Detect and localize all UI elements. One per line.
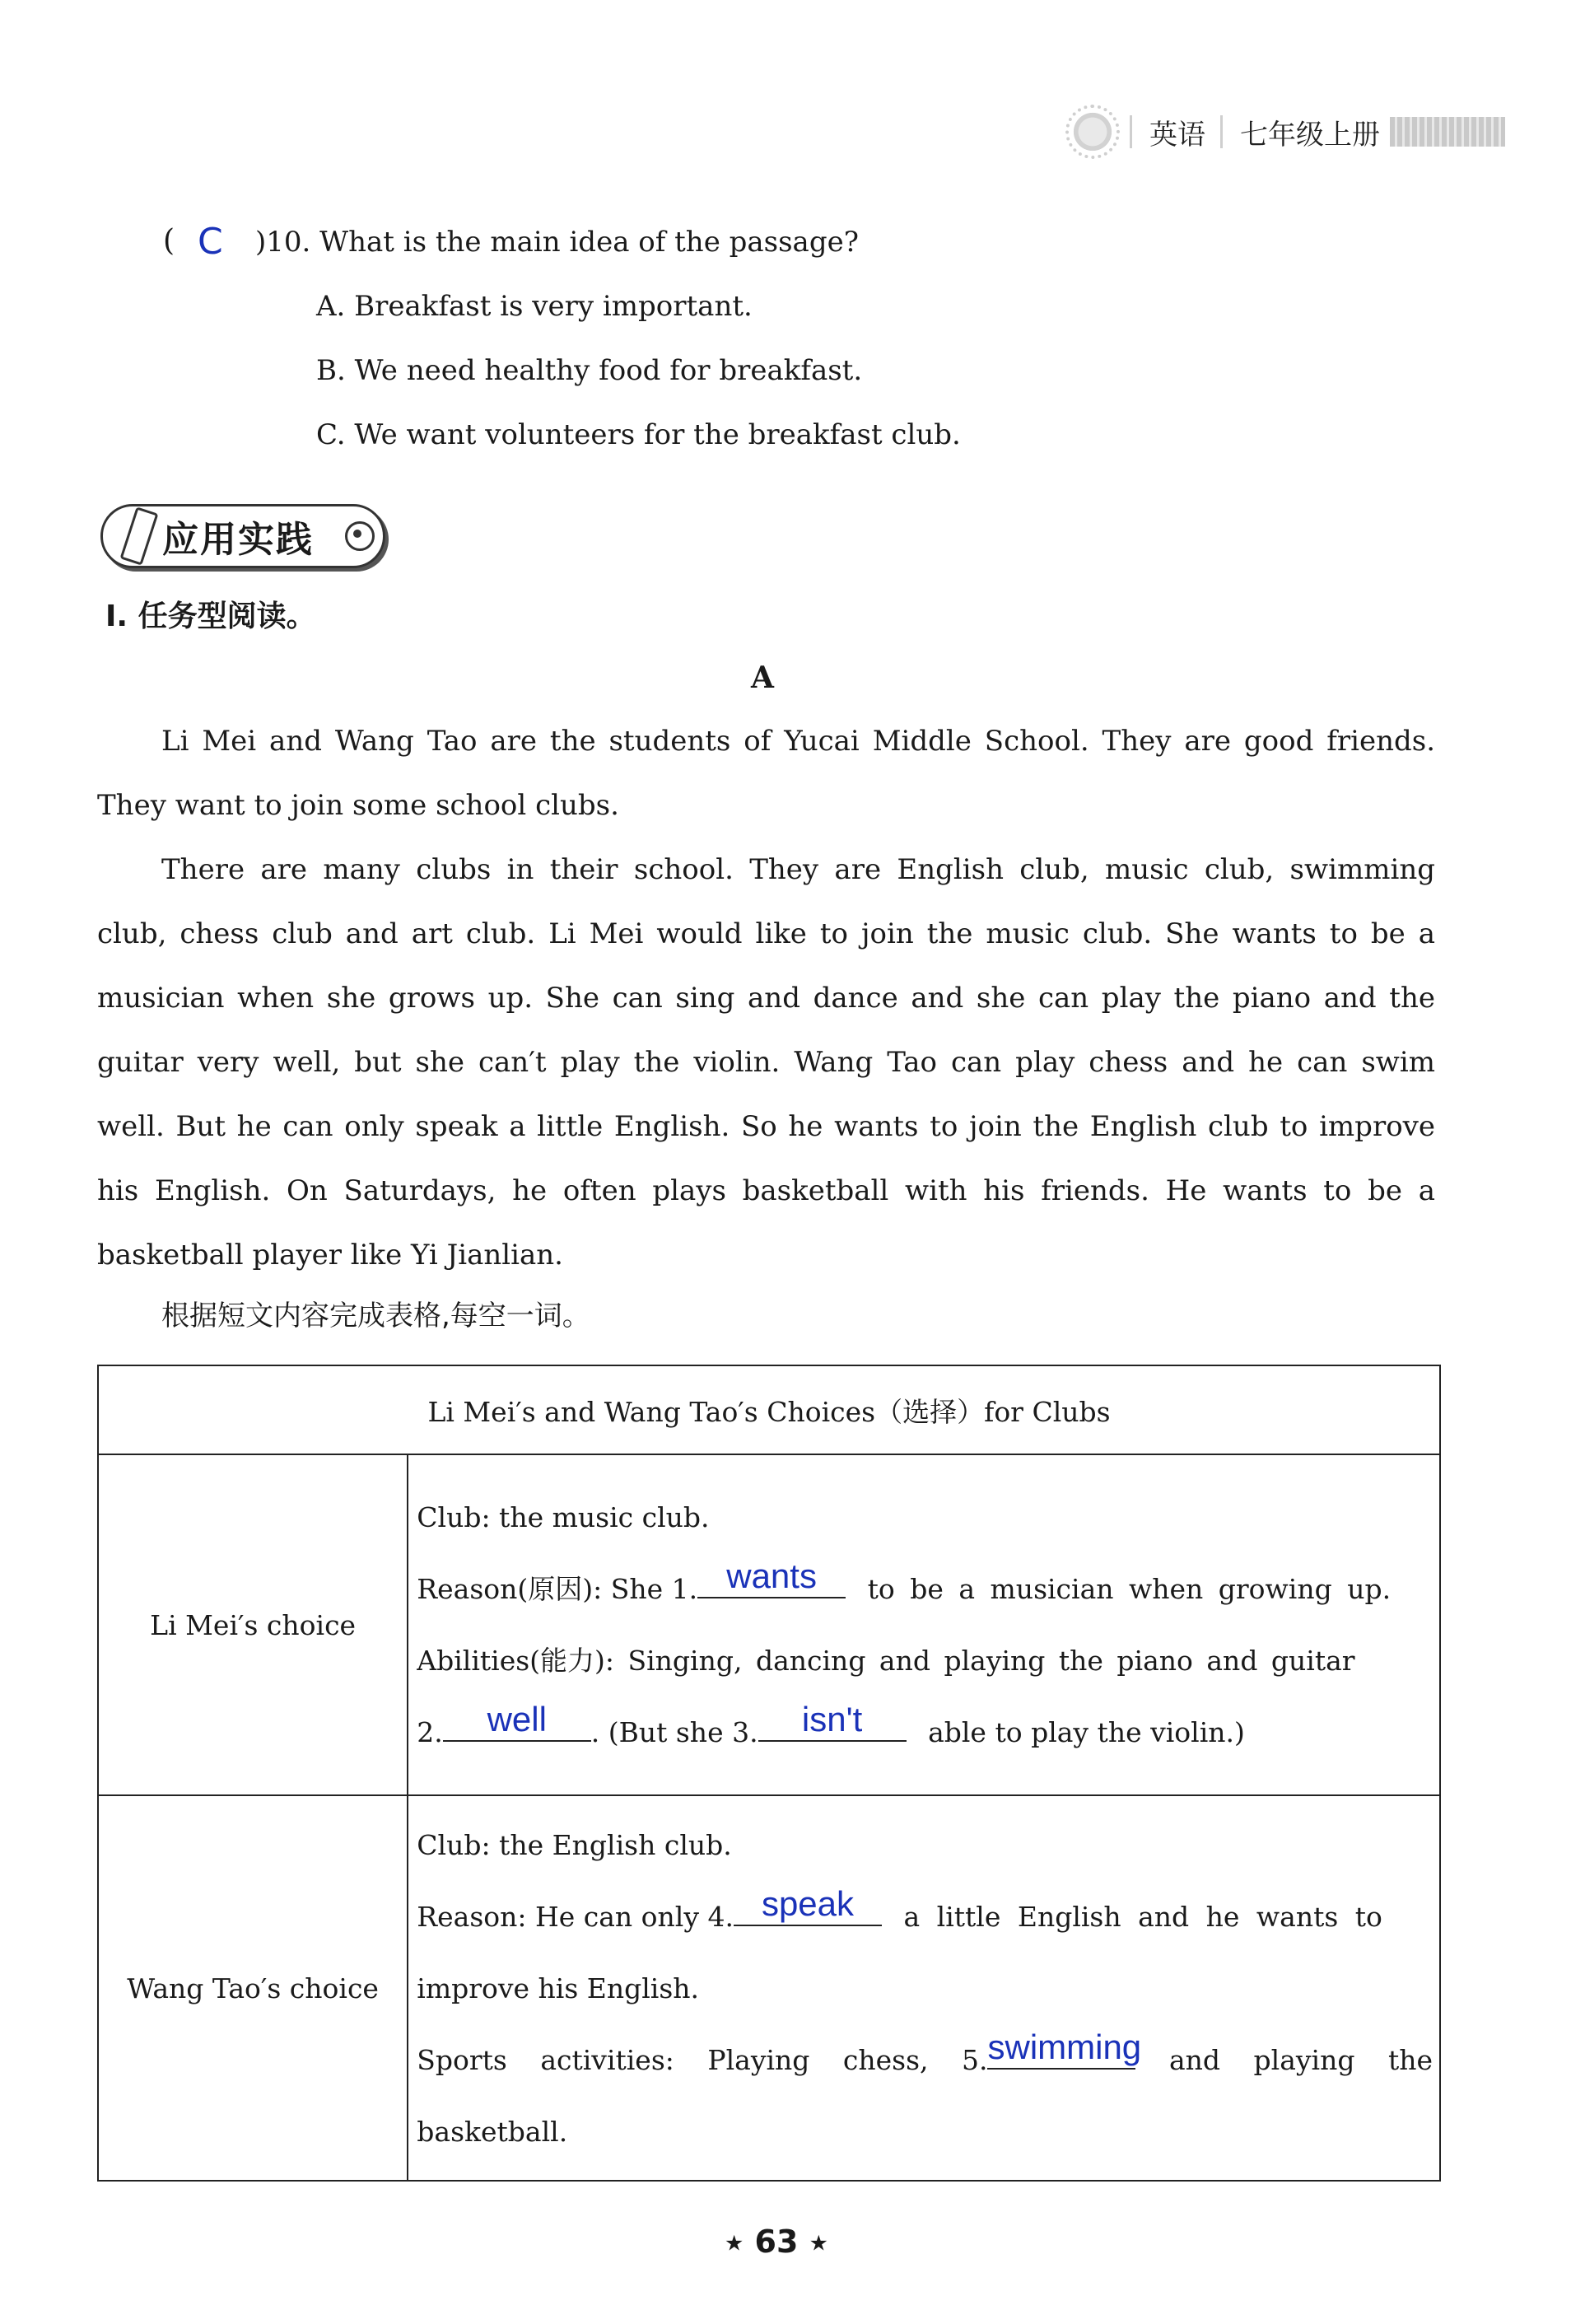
- pencil-icon: [119, 506, 158, 565]
- li-mei-label: Li Mei′s choice: [98, 1454, 408, 1795]
- answer-2: well: [487, 1700, 547, 1738]
- answer-5: swimming: [987, 2027, 1142, 2066]
- choices-table: [97, 1365, 1441, 2182]
- answer-blank-1[interactable]: [697, 1556, 846, 1598]
- star-icon: ★: [725, 2231, 744, 2256]
- text: Reason(原因): She 1.: [417, 1573, 698, 1605]
- text: Reason: He can only 4.: [417, 1900, 734, 1933]
- wang-tao-sports: [417, 2024, 1433, 2096]
- page-number: [725, 2224, 828, 2260]
- answer-blank-2[interactable]: [443, 1702, 591, 1742]
- passage-line: guitar very well, but she can′t play the violin. Wang Tao can play chess and he can swim: [97, 1046, 1435, 1079]
- header-divider: [1220, 115, 1225, 148]
- wang-tao-reason: [417, 1881, 1433, 1953]
- passage-line: his English. On Saturdays, he often plays basketball with his friends. He wants to be a: [97, 1174, 1435, 1207]
- passage-line: Li Mei and Wang Tao are the students of Yucai Middle School. They are good friends.: [161, 725, 1435, 758]
- grade-label: 七年级上册: [1240, 118, 1380, 152]
- table-title: Li Mei′s and Wang Tao′s Choices（选择）for Clubs: [98, 1365, 1440, 1454]
- li-mei-club: Club: the music club.: [417, 1501, 710, 1533]
- passage-line: basketball player like Yi Jianlian.: [97, 1239, 563, 1272]
- passage-line: club, chess club and art club. Li Mei would like to join the music club. She wants to be a: [97, 917, 1435, 950]
- banner-title: 应用实践: [162, 519, 314, 561]
- passage-line: There are many clubs in their school. They are English club, music club, swimming: [161, 853, 1435, 886]
- star-icon: ★: [809, 2231, 828, 2256]
- text: Sports activities: Playing chess, 5.: [417, 2043, 988, 2076]
- page-header: [1070, 107, 1505, 156]
- text: to be a musician when growing up.: [867, 1573, 1392, 1605]
- ring-icon: [345, 521, 375, 551]
- option-b: B. We need healthy food for breakfast.: [316, 354, 863, 387]
- subject-label: 英语: [1149, 118, 1205, 152]
- header-decoration: [1390, 117, 1505, 147]
- option-a: A. Breakfast is very important.: [316, 290, 753, 323]
- answer-open-paren: (: [163, 224, 175, 258]
- answer-blank-4[interactable]: [734, 1883, 882, 1926]
- text: a little English and he wants to: [903, 1900, 1382, 1933]
- passage-line: They want to join some school clubs.: [97, 789, 619, 822]
- wang-tao-label: Wang Tao′s choice: [98, 1795, 408, 2181]
- text: 2.: [417, 1716, 443, 1748]
- li-mei-reason: [417, 1553, 1433, 1625]
- instruction: 根据短文内容完成表格,每空一词。: [161, 1300, 590, 1332]
- option-c: C. We want volunteers for the breakfast club.: [316, 418, 961, 451]
- answer-1: wants: [726, 1556, 817, 1595]
- text: able to play the violin.): [928, 1716, 1245, 1748]
- passage-title: A: [751, 660, 774, 695]
- answer-4: speak: [761, 1883, 855, 1923]
- handwritten-answer: C: [198, 221, 223, 263]
- li-mei-content: [408, 1454, 1440, 1795]
- question-stem: )10. What is the main idea of the passage?: [255, 226, 859, 259]
- page-number-value: 63: [754, 2224, 799, 2260]
- passage-line: musician when she grows up. She can sing and dance and she can play the piano and the: [97, 982, 1435, 1015]
- answer-blank-3[interactable]: [758, 1702, 907, 1742]
- answer-3: isn't: [801, 1700, 863, 1738]
- text: . (But she 3.: [590, 1716, 758, 1748]
- section-heading: Ⅰ. 任务型阅读。: [105, 600, 316, 633]
- header-divider: [1130, 115, 1135, 148]
- sun-icon: [1070, 110, 1115, 154]
- answer-blank-5[interactable]: [987, 2027, 1142, 2070]
- wang-tao-reason-cont: improve his English.: [417, 1972, 700, 2004]
- li-mei-line4: [417, 1696, 1433, 1768]
- section-banner: [100, 504, 385, 568]
- li-mei-abilities: Abilities(能力): Singing, dancing and playing the piano and guitar: [417, 1645, 1355, 1677]
- wang-tao-sports-cont: basketball.: [417, 2115, 568, 2148]
- wang-tao-club: Club: the English club.: [417, 1828, 732, 1861]
- wang-tao-content: [408, 1795, 1440, 2181]
- passage-line: well. But he can only speak a little English. So he wants to join the English club to improve: [97, 1110, 1435, 1143]
- text: and playing the: [1168, 2043, 1433, 2076]
